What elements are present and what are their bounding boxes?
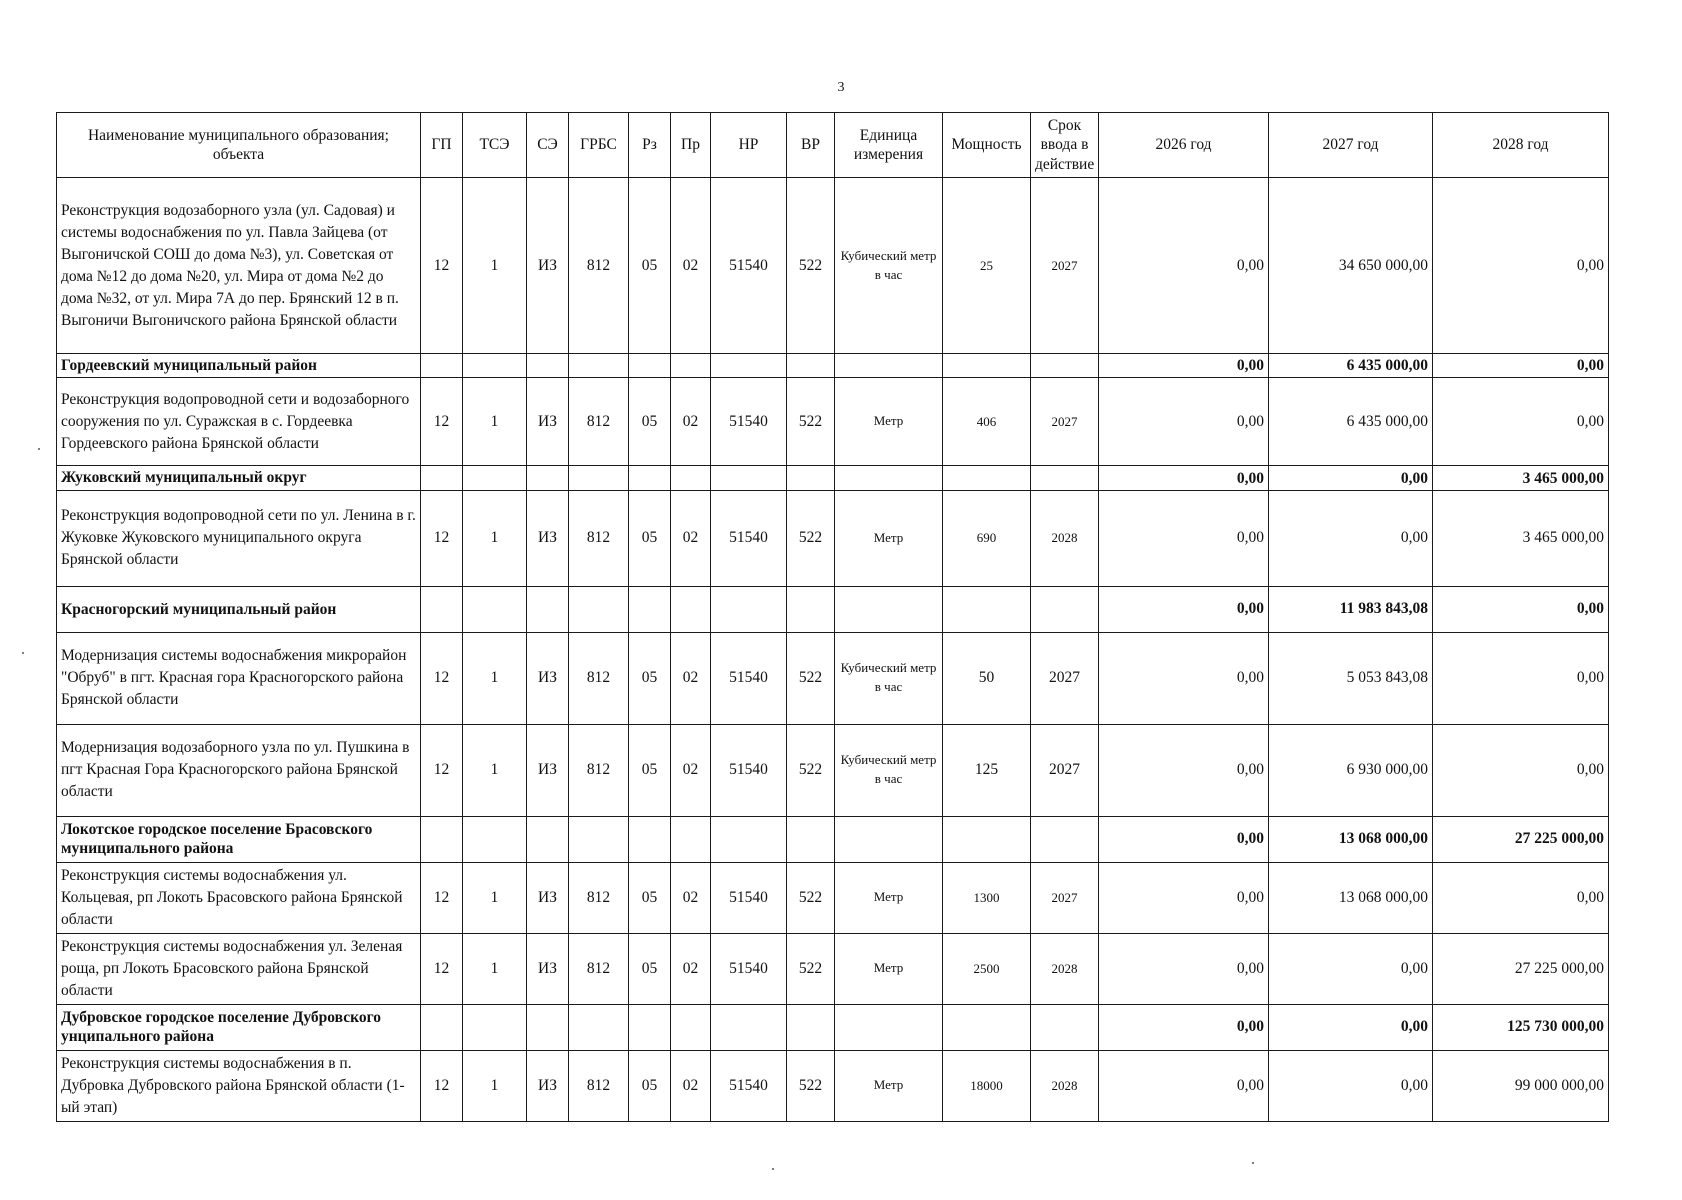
cell-se: ИЗ: [527, 933, 569, 1004]
cell-deadline: 2028: [1031, 1050, 1099, 1121]
table-row: [57, 1050, 1609, 1121]
header-nr: НР: [711, 113, 787, 178]
cell-grbs: 812: [569, 632, 629, 724]
cell-unit: Метр: [835, 933, 943, 1004]
cell-2026: 0,00: [1099, 724, 1269, 816]
cell-unit: Кубический метр в час: [835, 632, 943, 724]
cell-rz: 05: [629, 1050, 671, 1121]
header-deadline: Срок ввода в действие: [1031, 113, 1099, 178]
cell-nr: 51540: [711, 933, 787, 1004]
cell-deadline: 2027: [1031, 378, 1099, 466]
cell-capacity: 406: [943, 378, 1031, 466]
group-row: [57, 466, 1609, 490]
cell-grbs: 812: [569, 490, 629, 586]
cell-nr: 51540: [711, 490, 787, 586]
cell-se: ИЗ: [527, 1050, 569, 1121]
cell-2028: 99 000 000,00: [1433, 1050, 1609, 1121]
cell-vr: 522: [787, 490, 835, 586]
cell-nr: 51540: [711, 862, 787, 933]
table-row: [57, 862, 1609, 933]
scan-speck: [22, 652, 24, 654]
cell-nr: 51540: [711, 632, 787, 724]
cell-pr: 02: [671, 178, 711, 354]
budget-table: [56, 112, 1609, 1122]
cell-2027: 0,00: [1269, 490, 1433, 586]
group-2027: 0,00: [1269, 466, 1433, 490]
header-2027: 2027 год: [1269, 113, 1433, 178]
group-2026: 0,00: [1099, 354, 1269, 378]
cell-vr: 522: [787, 378, 835, 466]
object-name: Реконструкция водопроводной сети и водозаборного сооружения по ул. Суражская в с. Гордеевка Гордеевского района Брянской области: [57, 378, 421, 466]
header-row: [57, 113, 1609, 178]
cell-tse: 1: [463, 1050, 527, 1121]
header-gp: ГП: [421, 113, 463, 178]
cell-2026: 0,00: [1099, 1050, 1269, 1121]
cell-grbs: 812: [569, 378, 629, 466]
group-2026: 0,00: [1099, 586, 1269, 632]
group-2027: 11 983 843,08: [1269, 586, 1433, 632]
table-row: [57, 490, 1609, 586]
header-unit: Единица измерения: [835, 113, 943, 178]
cell-nr: 51540: [711, 724, 787, 816]
cell-deadline: 2027: [1031, 178, 1099, 354]
scan-speck: [1252, 1162, 1254, 1164]
cell-capacity: 125: [943, 724, 1031, 816]
object-name: Реконструкция системы водоснабжения ул. Кольцевая, рп Локоть Брасовского района Брянской области: [57, 862, 421, 933]
cell-capacity: 1300: [943, 862, 1031, 933]
cell-pr: 02: [671, 933, 711, 1004]
cell-vr: 522: [787, 862, 835, 933]
group-2028: 27 225 000,00: [1433, 816, 1609, 862]
cell-rz: 05: [629, 862, 671, 933]
table-row: [57, 724, 1609, 816]
cell-2027: 6 435 000,00: [1269, 378, 1433, 466]
cell-rz: 05: [629, 632, 671, 724]
cell-2027: 13 068 000,00: [1269, 862, 1433, 933]
cell-se: ИЗ: [527, 862, 569, 933]
cell-grbs: 812: [569, 724, 629, 816]
cell-capacity: 25: [943, 178, 1031, 354]
cell-unit: Метр: [835, 1050, 943, 1121]
cell-se: ИЗ: [527, 490, 569, 586]
cell-gp: 12: [421, 378, 463, 466]
cell-gp: 12: [421, 490, 463, 586]
table-row: [57, 933, 1609, 1004]
cell-2026: 0,00: [1099, 632, 1269, 724]
cell-unit: Метр: [835, 862, 943, 933]
group-row: [57, 586, 1609, 632]
cell-gp: 12: [421, 1050, 463, 1121]
cell-pr: 02: [671, 724, 711, 816]
object-name: Реконструкция системы водоснабжения в п. Дубровка Дубровского района Брянской области (1-ый этап): [57, 1050, 421, 1121]
cell-2027: 34 650 000,00: [1269, 178, 1433, 354]
cell-deadline: 2027: [1031, 724, 1099, 816]
group-2026: 0,00: [1099, 466, 1269, 490]
group-2028: 0,00: [1433, 354, 1609, 378]
cell-tse: 1: [463, 862, 527, 933]
cell-grbs: 812: [569, 178, 629, 354]
cell-2028: 27 225 000,00: [1433, 933, 1609, 1004]
object-name: Реконструкция водозаборного узла (ул. Садовая) и системы водоснабжения по ул. Павла Зайцева (от Выгоничской СОШ до дома №3), ул. Советская от дома №12 до дома №20, ул. Мира от дома №2 до дома №32, от ул. Мира 7А до пер. Брянский 12 в п. Выгоничи Выгоничского района Брянской области: [57, 178, 421, 354]
cell-deadline: 2028: [1031, 933, 1099, 1004]
cell-2026: 0,00: [1099, 490, 1269, 586]
cell-grbs: 812: [569, 933, 629, 1004]
group-2027: 0,00: [1269, 1004, 1433, 1050]
cell-rz: 05: [629, 933, 671, 1004]
cell-rz: 05: [629, 378, 671, 466]
header-capacity: Мощность: [943, 113, 1031, 178]
cell-pr: 02: [671, 490, 711, 586]
header-rz: Рз: [629, 113, 671, 178]
header-vr: ВР: [787, 113, 835, 178]
cell-rz: 05: [629, 490, 671, 586]
group-2027: 6 435 000,00: [1269, 354, 1433, 378]
group-row: [57, 1004, 1609, 1050]
cell-capacity: 50: [943, 632, 1031, 724]
cell-unit: Метр: [835, 490, 943, 586]
object-name: Модернизация системы водоснабжения микрорайон "Обруб" в пгт. Красная гора Красногорского района Брянской области: [57, 632, 421, 724]
cell-pr: 02: [671, 1050, 711, 1121]
scan-speck: [772, 1168, 774, 1170]
cell-2026: 0,00: [1099, 178, 1269, 354]
cell-2028: 3 465 000,00: [1433, 490, 1609, 586]
group-row: [57, 816, 1609, 862]
cell-2026: 0,00: [1099, 378, 1269, 466]
cell-vr: 522: [787, 933, 835, 1004]
group-name: Жуковский муниципальный округ: [57, 466, 421, 490]
cell-2027: 6 930 000,00: [1269, 724, 1433, 816]
cell-capacity: 690: [943, 490, 1031, 586]
header-2028: 2028 год: [1433, 113, 1609, 178]
cell-capacity: 18000: [943, 1050, 1031, 1121]
group-2026: 0,00: [1099, 816, 1269, 862]
cell-vr: 522: [787, 1050, 835, 1121]
cell-vr: 522: [787, 724, 835, 816]
cell-2028: 0,00: [1433, 178, 1609, 354]
cell-rz: 05: [629, 178, 671, 354]
cell-deadline: 2028: [1031, 490, 1099, 586]
cell-gp: 12: [421, 724, 463, 816]
header-pr: Пр: [671, 113, 711, 178]
cell-nr: 51540: [711, 378, 787, 466]
table-row: [57, 632, 1609, 724]
cell-gp: 12: [421, 178, 463, 354]
cell-tse: 1: [463, 632, 527, 724]
cell-gp: 12: [421, 862, 463, 933]
cell-tse: 1: [463, 933, 527, 1004]
group-name: Дубровское городское поселение Дубровского унципального района: [57, 1004, 421, 1050]
scan-speck: [38, 448, 40, 450]
cell-gp: 12: [421, 632, 463, 724]
header-name: Наименование муниципального образования; объекта: [57, 113, 421, 178]
cell-2028: 0,00: [1433, 862, 1609, 933]
cell-gp: 12: [421, 933, 463, 1004]
cell-se: ИЗ: [527, 378, 569, 466]
cell-pr: 02: [671, 632, 711, 724]
cell-grbs: 812: [569, 1050, 629, 1121]
cell-2026: 0,00: [1099, 933, 1269, 1004]
header-grbs: ГРБС: [569, 113, 629, 178]
cell-se: ИЗ: [527, 178, 569, 354]
table-row: [57, 378, 1609, 466]
cell-se: ИЗ: [527, 724, 569, 816]
page-number: 3: [837, 80, 845, 95]
group-2027: 13 068 000,00: [1269, 816, 1433, 862]
group-row: [57, 354, 1609, 378]
cell-2026: 0,00: [1099, 862, 1269, 933]
group-name: Гордеевский муниципальный район: [57, 354, 421, 378]
cell-2028: 0,00: [1433, 632, 1609, 724]
header-tse: ТСЭ: [463, 113, 527, 178]
object-name: Модернизация водозаборного узла по ул. Пушкина в пгт Красная Гора Красногорского района Брянской области: [57, 724, 421, 816]
cell-2027: 0,00: [1269, 1050, 1433, 1121]
cell-deadline: 2027: [1031, 862, 1099, 933]
cell-se: ИЗ: [527, 632, 569, 724]
cell-unit: Кубический метр в час: [835, 724, 943, 816]
cell-2027: 5 053 843,08: [1269, 632, 1433, 724]
group-2026: 0,00: [1099, 1004, 1269, 1050]
cell-pr: 02: [671, 862, 711, 933]
cell-grbs: 812: [569, 862, 629, 933]
group-2028: 3 465 000,00: [1433, 466, 1609, 490]
header-se: СЭ: [527, 113, 569, 178]
cell-nr: 51540: [711, 1050, 787, 1121]
cell-2028: 0,00: [1433, 724, 1609, 816]
header-2026: 2026 год: [1099, 113, 1269, 178]
cell-tse: 1: [463, 378, 527, 466]
cell-2027: 0,00: [1269, 933, 1433, 1004]
cell-rz: 05: [629, 724, 671, 816]
group-2028: 0,00: [1433, 586, 1609, 632]
cell-tse: 1: [463, 724, 527, 816]
group-name: Красногорский муниципальный район: [57, 586, 421, 632]
cell-tse: 1: [463, 178, 527, 354]
object-name: Реконструкция системы водоснабжения ул. Зеленая роща, рп Локоть Брасовского района Брянской области: [57, 933, 421, 1004]
cell-vr: 522: [787, 632, 835, 724]
object-name: Реконструкция водопроводной сети по ул. Ленина в г. Жуковке Жуковского муниципального округа Брянской области: [57, 490, 421, 586]
cell-unit: Кубический метр в час: [835, 178, 943, 354]
cell-vr: 522: [787, 178, 835, 354]
cell-capacity: 2500: [943, 933, 1031, 1004]
cell-pr: 02: [671, 378, 711, 466]
group-2028: 125 730 000,00: [1433, 1004, 1609, 1050]
cell-deadline: 2027: [1031, 632, 1099, 724]
table-row: [57, 178, 1609, 354]
cell-tse: 1: [463, 490, 527, 586]
cell-2028: 0,00: [1433, 378, 1609, 466]
cell-unit: Метр: [835, 378, 943, 466]
cell-nr: 51540: [711, 178, 787, 354]
group-name: Локотское городское поселение Брасовского муниципального района: [57, 816, 421, 862]
